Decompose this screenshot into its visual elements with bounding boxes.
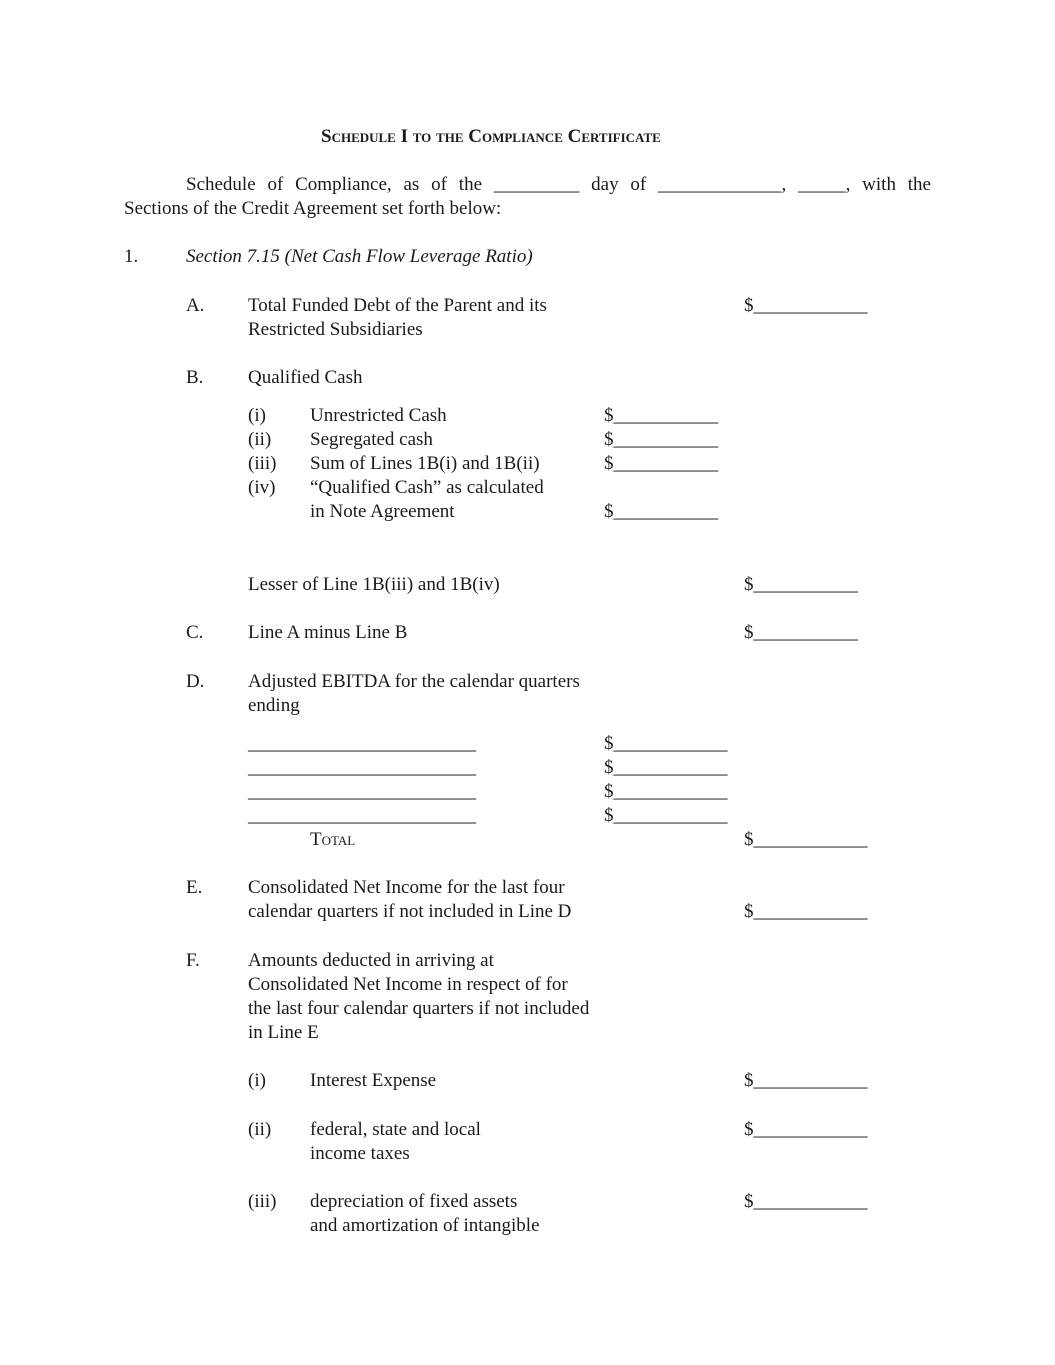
item-f-label-1: Amounts deducted in arriving at bbox=[248, 950, 494, 971]
item-b-sub-2-num: (ii) bbox=[248, 429, 272, 450]
item-b-sub-2-label: Segregated cash bbox=[310, 429, 433, 450]
item-d-quarter-4-amount: $____________ bbox=[604, 805, 728, 826]
item-f-letter: F. bbox=[186, 950, 200, 971]
item-d-quarter-2-blank: ________________________ bbox=[248, 757, 476, 778]
item-f-sub-3-label-2: and amortization of intangible bbox=[310, 1215, 540, 1236]
item-e-label-1: Consolidated Net Income for the last four bbox=[248, 877, 565, 898]
item-a-amount: $____________ bbox=[744, 295, 868, 316]
item-a-label-1: Total Funded Debt of the Parent and its bbox=[248, 295, 547, 316]
item-e-label-2: calendar quarters if not included in Line D bbox=[248, 901, 572, 922]
item-b-lesser-label: Lesser of Line 1B(iii) and 1B(iv) bbox=[248, 574, 500, 595]
item-d-letter: D. bbox=[186, 671, 205, 692]
item-d-quarter-1-amount: $____________ bbox=[604, 733, 728, 754]
item-f-label-3: the last four calendar quarters if not included bbox=[248, 998, 590, 1019]
item-d-total-label: Total bbox=[310, 829, 356, 850]
item-f-sub-2-num: (ii) bbox=[248, 1119, 272, 1140]
item-b-sub-4-amount: $___________ bbox=[604, 501, 718, 522]
item-f-sub-2-label-2: income taxes bbox=[310, 1143, 410, 1164]
item-d-label-2: ending bbox=[248, 695, 300, 716]
item-b-sub-4-num: (iv) bbox=[248, 477, 276, 498]
item-d-quarter-2-amount: $____________ bbox=[604, 757, 728, 778]
item-f-label-4: in Line E bbox=[248, 1022, 319, 1043]
item-f-sub-1-amount: $____________ bbox=[744, 1070, 868, 1091]
item-b-sub-4-label-2: in Note Agreement bbox=[310, 501, 455, 522]
page-title: Schedule I to the Compliance Certificate bbox=[321, 126, 661, 147]
item-e-letter: E. bbox=[186, 877, 203, 898]
item-b-label: Qualified Cash bbox=[248, 367, 363, 388]
item-c-amount: $___________ bbox=[744, 622, 858, 643]
item-b-sub-3-label: Sum of Lines 1B(i) and 1B(ii) bbox=[310, 453, 540, 474]
item-b-letter: B. bbox=[186, 367, 204, 388]
item-c-letter: C. bbox=[186, 622, 204, 643]
intro-line-1: Schedule of Compliance, as of the _________ day of _____________, _____, with the bbox=[186, 174, 931, 195]
intro-line-2: Sections of the Credit Agreement set forth below: bbox=[124, 198, 502, 219]
item-d-quarter-4-blank: ________________________ bbox=[248, 805, 476, 826]
item-f-sub-3-num: (iii) bbox=[248, 1191, 277, 1212]
item-b-sub-2-amount: $___________ bbox=[604, 429, 718, 450]
item-f-sub-3-amount: $____________ bbox=[744, 1191, 868, 1212]
section-number: 1. bbox=[124, 246, 139, 267]
item-d-label-1: Adjusted EBITDA for the calendar quarters bbox=[248, 671, 580, 692]
item-d-quarter-3-blank: ________________________ bbox=[248, 781, 476, 802]
item-d-total-amount: $____________ bbox=[744, 829, 868, 850]
item-d-quarter-3-amount: $____________ bbox=[604, 781, 728, 802]
item-b-sub-1-amount: $___________ bbox=[604, 405, 718, 426]
item-b-sub-1-label: Unrestricted Cash bbox=[310, 405, 447, 426]
item-b-sub-3-amount: $___________ bbox=[604, 453, 718, 474]
section-heading: Section 7.15 (Net Cash Flow Leverage Ratio) bbox=[186, 246, 533, 267]
item-b-sub-4-label: “Qualified Cash” as calculated bbox=[310, 477, 544, 498]
item-b-sub-1-num: (i) bbox=[248, 405, 266, 426]
item-f-label-2: Consolidated Net Income in respect of for bbox=[248, 974, 568, 995]
item-d-quarter-1-blank: ________________________ bbox=[248, 733, 476, 754]
item-c-label: Line A minus Line B bbox=[248, 622, 408, 643]
item-f-sub-1-label: Interest Expense bbox=[310, 1070, 437, 1091]
item-f-sub-1-num: (i) bbox=[248, 1070, 266, 1091]
item-f-sub-2-amount: $____________ bbox=[744, 1119, 868, 1140]
item-b-sub-3-num: (iii) bbox=[248, 453, 277, 474]
item-a-label-2: Restricted Subsidiaries bbox=[248, 319, 423, 340]
item-f-sub-3-label: depreciation of fixed assets bbox=[310, 1191, 518, 1212]
item-f-sub-2-label: federal, state and local bbox=[310, 1119, 481, 1140]
item-a-letter: A. bbox=[186, 295, 205, 316]
item-e-amount: $____________ bbox=[744, 901, 868, 922]
item-b-lesser-amount: $___________ bbox=[744, 574, 858, 595]
